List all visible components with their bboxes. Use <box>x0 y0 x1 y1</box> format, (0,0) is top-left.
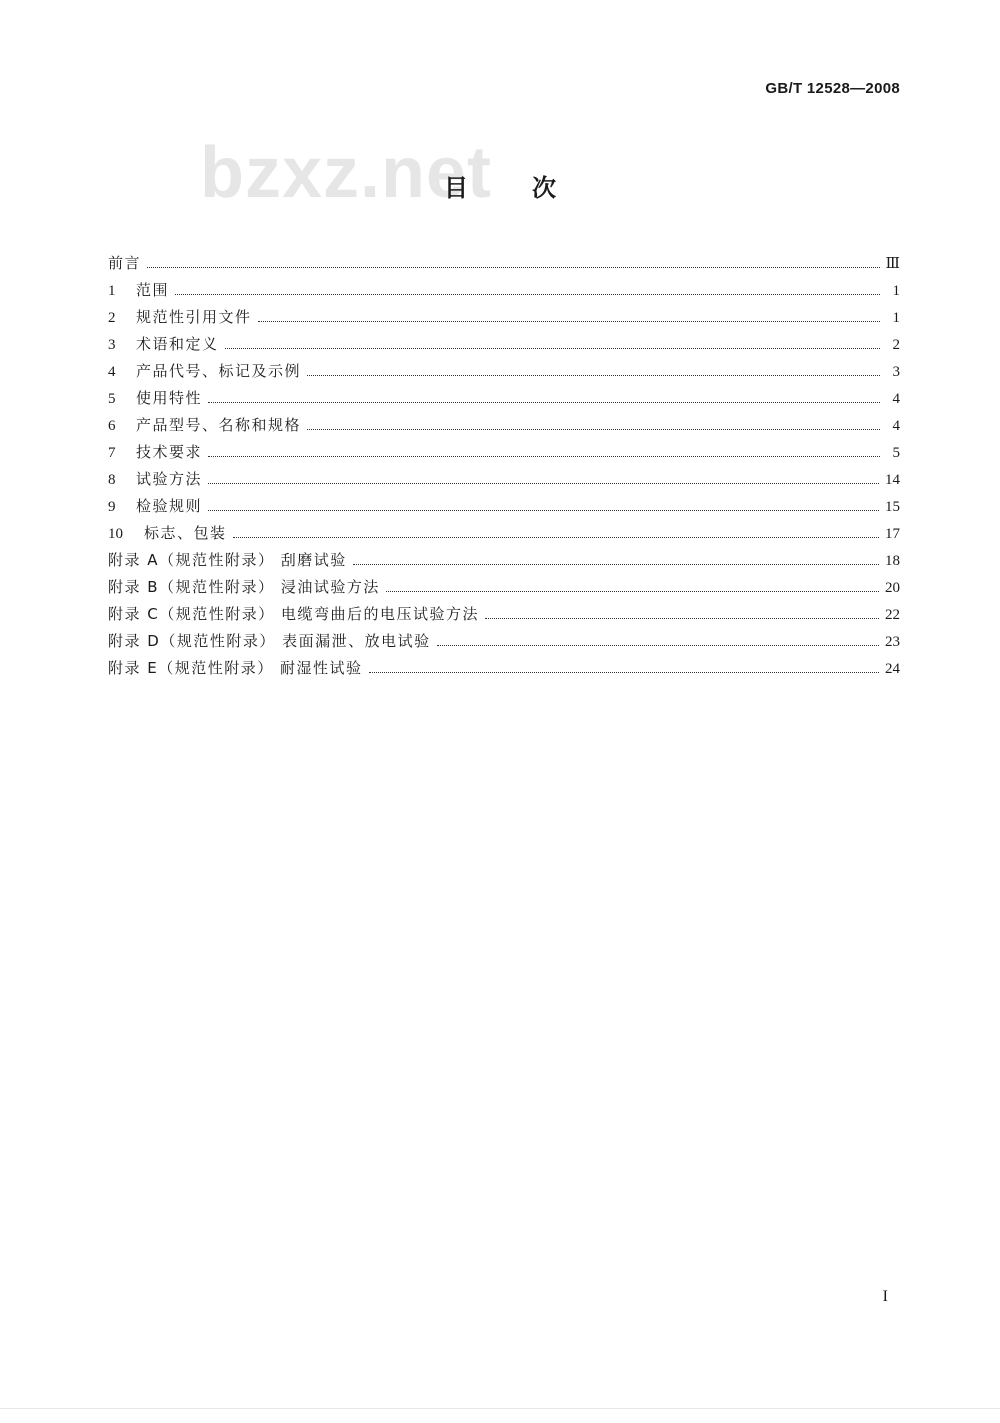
toc-entry-page: 15 <box>885 499 900 515</box>
toc-entry-title: 技术要求 <box>136 443 203 461</box>
toc-entry-number: 7 <box>108 445 116 461</box>
toc-leader <box>307 429 880 430</box>
toc-row[interactable] <box>108 414 900 441</box>
toc-row[interactable] <box>108 252 900 279</box>
toc-entry-page: 1 <box>892 283 900 299</box>
toc-entry-page: 3 <box>892 364 900 380</box>
toc-entry-title: 附录 C（规范性附录） 电缆弯曲后的电压试验方法 <box>108 605 480 623</box>
toc-entry-title: 使用特性 <box>136 389 203 407</box>
toc-entry-page: Ⅲ <box>885 256 900 272</box>
table-of-contents <box>108 252 900 684</box>
toc-entry-page: 1 <box>892 310 900 326</box>
toc-leader <box>208 456 880 457</box>
toc-entry-page: 5 <box>892 445 900 461</box>
toc-entry-title: 附录 D（规范性附录） 表面漏泄、放电试验 <box>108 632 431 650</box>
toc-entry-page: 22 <box>885 607 900 623</box>
page-edge-divider <box>0 1408 1000 1409</box>
toc-row[interactable] <box>108 495 900 522</box>
watermark: bzxz.net <box>200 133 493 213</box>
toc-row[interactable] <box>108 441 900 468</box>
toc-leader <box>258 321 880 322</box>
toc-entry-title: 检验规则 <box>136 497 203 515</box>
standard-code: GB/T 12528—2008 <box>765 80 900 97</box>
toc-entry-number: 1 <box>108 283 116 299</box>
toc-row[interactable] <box>108 576 900 603</box>
toc-leader <box>208 510 879 511</box>
page-title: 目次 <box>444 174 620 202</box>
toc-entry-page: 18 <box>885 553 900 569</box>
toc-entry-number: 6 <box>108 418 116 434</box>
toc-row[interactable] <box>108 603 900 630</box>
toc-leader <box>353 564 879 565</box>
toc-entry-page: 4 <box>892 391 900 407</box>
toc-entry-title: 范围 <box>136 281 170 299</box>
toc-row[interactable] <box>108 657 900 684</box>
toc-leader <box>175 294 880 295</box>
toc-leader <box>437 645 879 646</box>
toc-leader <box>147 267 880 268</box>
toc-entry-title: 产品代号、标记及示例 <box>136 362 302 380</box>
toc-row[interactable] <box>108 468 900 495</box>
toc-entry-title: 产品型号、名称和规格 <box>136 416 302 434</box>
toc-entry-page: 17 <box>885 526 900 542</box>
toc-row[interactable] <box>108 549 900 576</box>
toc-entry-page: 2 <box>892 337 900 353</box>
toc-entry-title: 标志、包装 <box>144 524 227 542</box>
toc-entry-title: 前言 <box>108 254 142 272</box>
toc-leader <box>485 618 879 619</box>
toc-entry-page: 14 <box>885 472 900 488</box>
toc-leader <box>225 348 880 349</box>
toc-row[interactable] <box>108 522 900 549</box>
toc-row[interactable] <box>108 306 900 333</box>
toc-leader <box>208 483 879 484</box>
toc-leader <box>369 672 879 673</box>
page-number: I <box>882 1288 888 1305</box>
toc-entry-number: 5 <box>108 391 116 407</box>
toc-entry-number: 4 <box>108 364 116 380</box>
toc-entry-page: 20 <box>885 580 900 596</box>
toc-entry-page: 24 <box>885 661 900 677</box>
toc-entry-title: 试验方法 <box>136 470 203 488</box>
toc-row[interactable] <box>108 360 900 387</box>
toc-entry-title: 附录 A（规范性附录） 刮磨试验 <box>108 551 347 569</box>
toc-entry-number: 9 <box>108 499 116 515</box>
toc-entry-page: 23 <box>885 634 900 650</box>
toc-entry-title: 附录 E（规范性附录） 耐湿性试验 <box>108 659 363 677</box>
toc-entry-number: 3 <box>108 337 116 353</box>
toc-entry-number: 2 <box>108 310 116 326</box>
toc-row[interactable] <box>108 333 900 360</box>
toc-leader <box>307 375 880 376</box>
toc-row[interactable] <box>108 630 900 657</box>
toc-entry-page: 4 <box>892 418 900 434</box>
toc-row[interactable] <box>108 387 900 414</box>
toc-leader <box>386 591 879 592</box>
toc-leader <box>233 537 879 538</box>
toc-entry-title: 附录 B（规范性附录） 浸油试验方法 <box>108 578 380 596</box>
toc-entry-title: 规范性引用文件 <box>136 308 252 326</box>
toc-entry-number: 10 <box>108 526 123 542</box>
toc-entry-title: 术语和定义 <box>136 335 219 353</box>
toc-entry-number: 8 <box>108 472 116 488</box>
toc-row[interactable] <box>108 279 900 306</box>
toc-leader <box>208 402 880 403</box>
